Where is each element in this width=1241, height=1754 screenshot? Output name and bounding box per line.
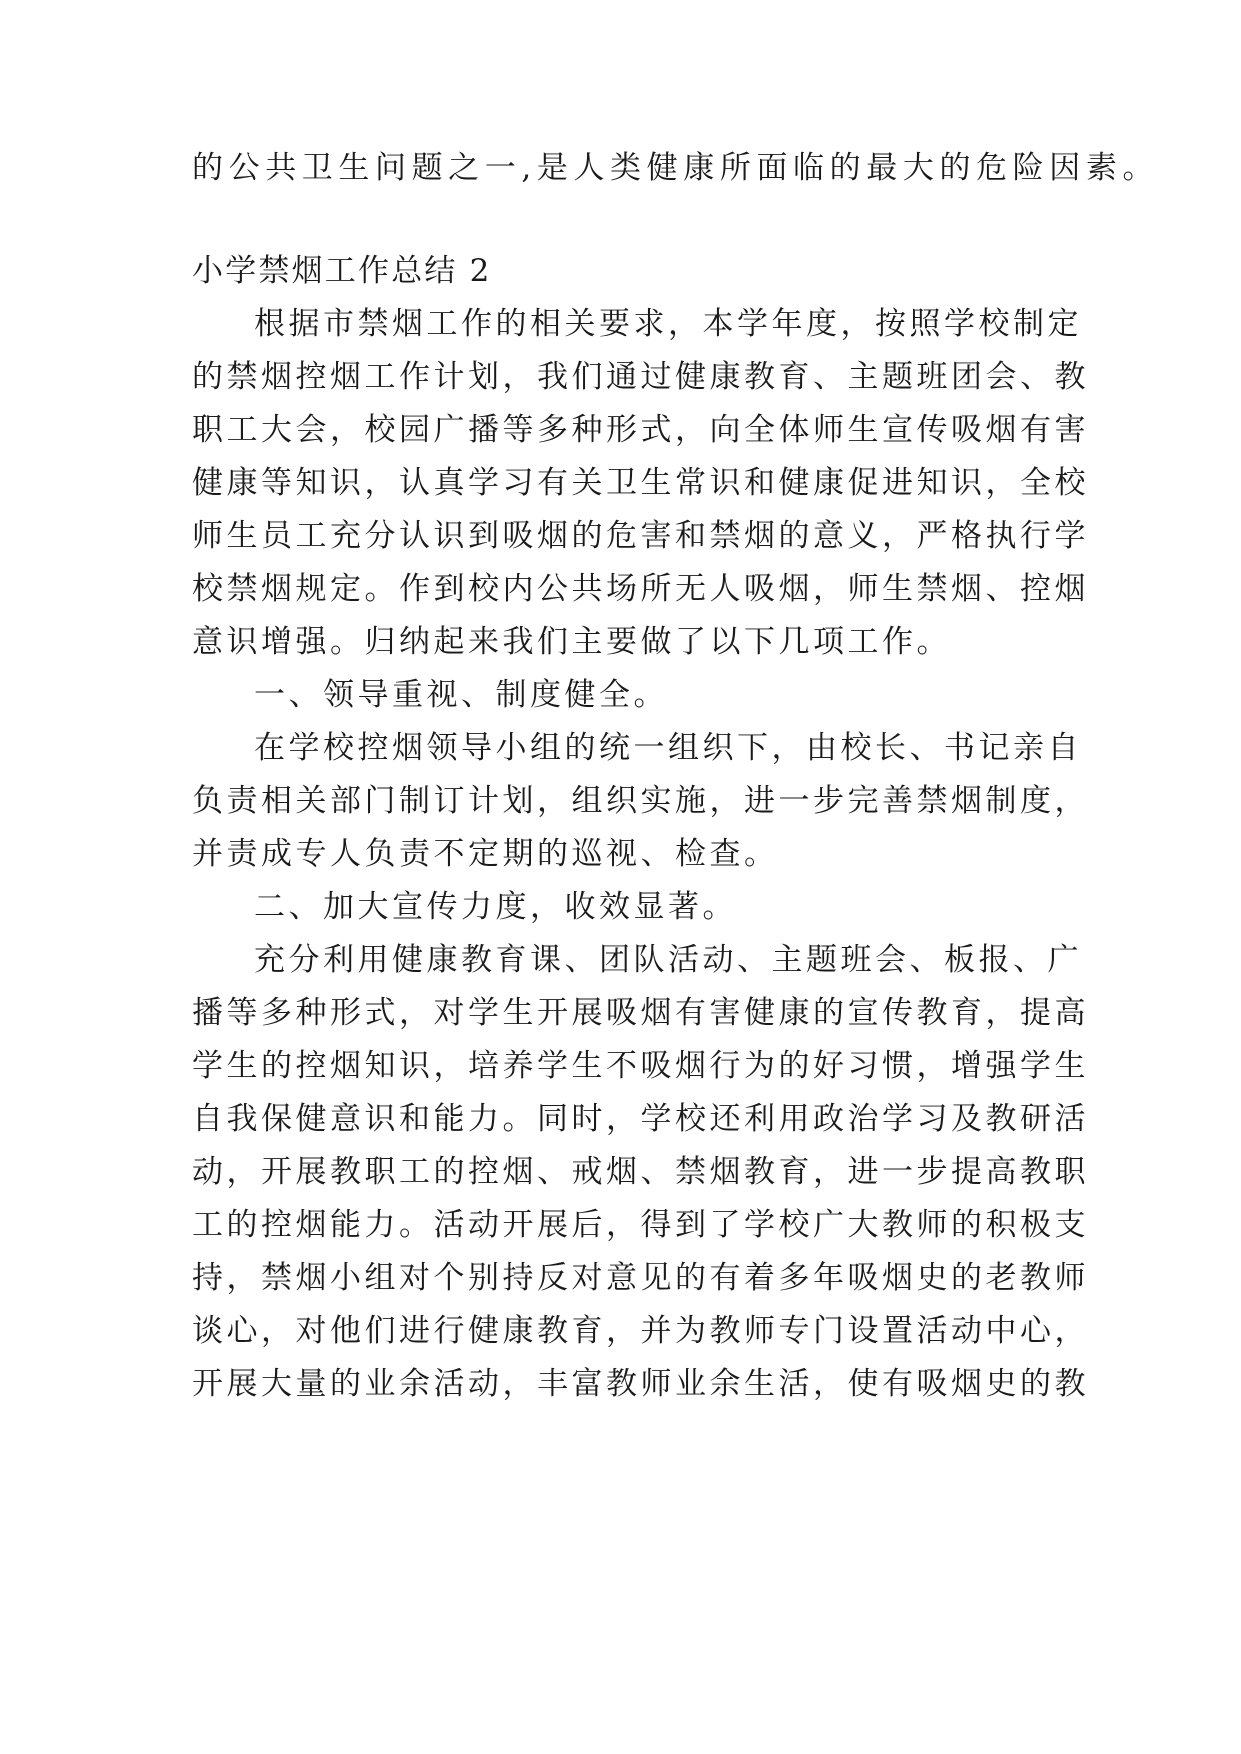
- paragraph-line: 播等多种形式，对学生开展吸烟有害健康的宣传教育，提高: [192, 995, 1089, 1031]
- paragraph-line: 学生的控烟知识，培养学生不吸烟行为的好习惯，增强学生: [192, 1048, 1089, 1084]
- paragraph-line: 并责成专人负责不定期的巡视、检查。: [192, 836, 779, 872]
- paragraph-line: 负责相关部门制订计划，组织实施，进一步完善禁烟制度，: [192, 783, 1089, 819]
- paragraph-line: 工的控烟能力。活动开展后，得到了学校广大教师的积极支: [192, 1207, 1089, 1243]
- continuation-line: 的公共卫生问题之一,是人类健康所面临的最大的危险因素。: [192, 150, 1160, 186]
- paragraph-line: 校禁烟规定。作到校内公共场所无人吸烟，师生禁烟、控烟: [192, 571, 1089, 607]
- paragraph-line: 充分利用健康教育课、团队活动、主题班会、板报、广: [254, 942, 1082, 978]
- paragraph-line: 自我保健意识和能力。同时，学校还利用政治学习及教研活: [192, 1101, 1089, 1137]
- paragraph-line: 根据市禁烟工作的相关要求，本学年度，按照学校制定: [254, 306, 1082, 342]
- paragraph-line: 在学校控烟领导小组的统一组织下，由校长、书记亲自: [254, 730, 1082, 766]
- section-title: 小学禁烟工作总结 2: [192, 253, 492, 289]
- paragraph-line: 职工大会，校园广播等多种形式，向全体师生宣传吸烟有害: [192, 412, 1089, 448]
- subheading-publicity: 二、加大宣传力度，收效显著。: [254, 889, 737, 925]
- paragraph-line: 谈心，对他们进行健康教育，并为教师专门设置活动中心，: [192, 1313, 1089, 1349]
- paragraph-line: 动，开展教职工的控烟、戒烟、禁烟教育，进一步提高教职: [192, 1154, 1089, 1190]
- paragraph-line: 意识增强。归纳起来我们主要做了以下几项工作。: [192, 624, 951, 660]
- subheading-leadership: 一、领导重视、制度健全。: [254, 677, 668, 713]
- paragraph-line: 师生员工充分认识到吸烟的危害和禁烟的意义，严格执行学: [192, 518, 1089, 554]
- paragraph-line: 持，禁烟小组对个别持反对意见的有着多年吸烟史的老教师: [192, 1260, 1089, 1296]
- paragraph-line: 健康等知识，认真学习有关卫生常识和健康促进知识，全校: [192, 465, 1089, 501]
- paragraph-line: 开展大量的业余活动，丰富教师业余生活，使有吸烟史的教: [192, 1366, 1089, 1402]
- paragraph-line: 的禁烟控烟工作计划，我们通过健康教育、主题班团会、教: [192, 359, 1089, 395]
